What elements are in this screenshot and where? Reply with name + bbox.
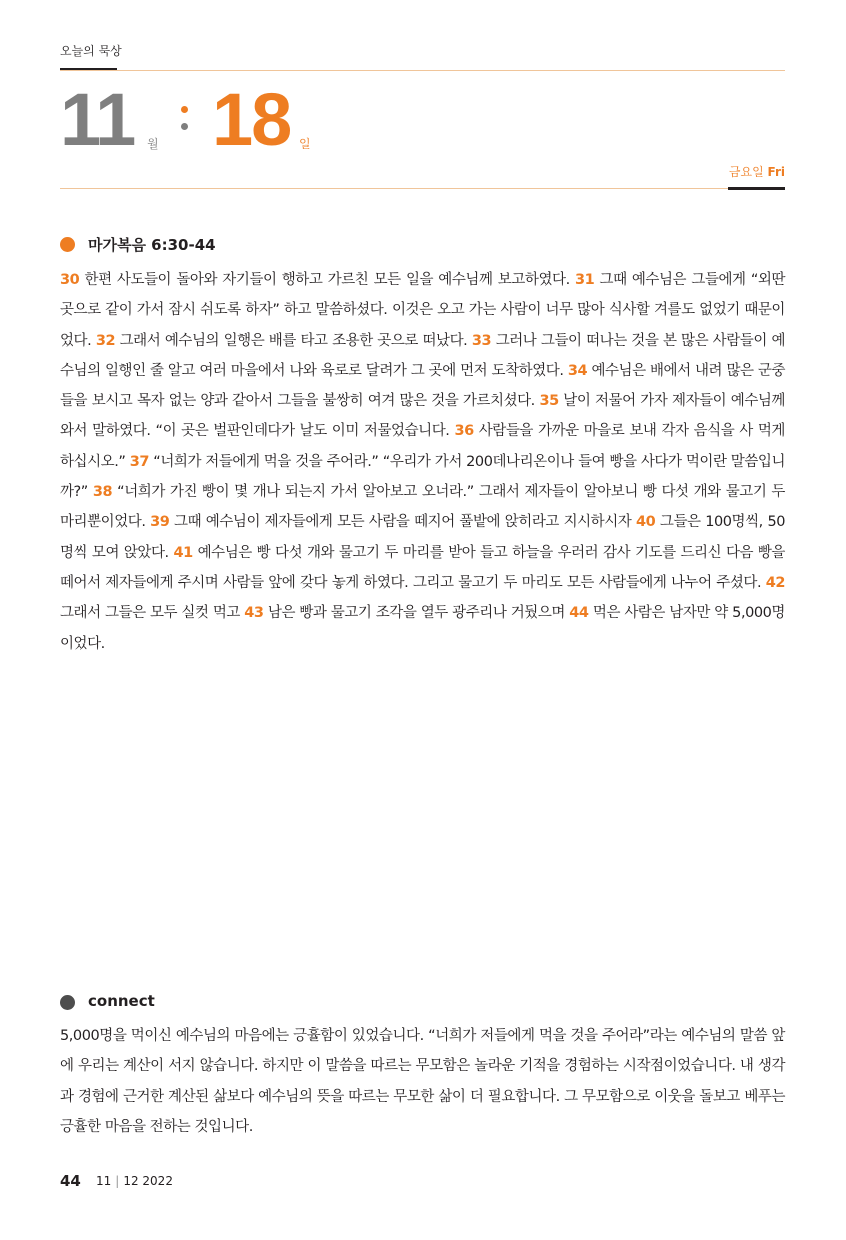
connect-bullet-icon (60, 995, 75, 1010)
verse-number: 34 (567, 362, 588, 379)
verse-text: 남은 빵과 물고기 조각을 열두 광주리나 거뒀으며 (263, 605, 570, 622)
verse-text: 그래서 예수님의 일행은 배를 타고 조용한 곳으로 떠났다. (115, 332, 472, 349)
page-number: 44 (60, 1172, 81, 1190)
verse-number: 43 (244, 605, 264, 622)
verse-text: “너희가 가진 빵이 몇 개나 되는지 가서 알아보고 오너라.” 그래서 제자들이 알아보니 빵 다섯 개와 물고기 두 마리뿐이었다. (60, 484, 785, 531)
verse-number: 44 (569, 605, 589, 622)
colon-separator (181, 106, 189, 146)
issue-info (96, 1174, 173, 1188)
verse-number: 41 (173, 544, 193, 561)
verse-text: 날이 저물어 가자 제자들이 예수님께 와서 말하였다. “이 곳은 벌판인데다가 날도 이미 저물었습니다. (60, 393, 785, 440)
verse-number: 33 (471, 332, 492, 349)
verse-text: 먹은 사람은 남자만 약 5,000명이었다. (60, 605, 785, 652)
section-label: 오늘의 묵상 (60, 44, 122, 58)
verse-text: 예수님은 배에서 내려 많은 군중들을 보시고 목자 없는 양과 같아서 그들을 불쌍히 여겨 많은 것을 가르치셨다. (60, 362, 785, 410)
mid-underline (728, 187, 785, 190)
mid-rule (60, 188, 785, 189)
top-rule (60, 70, 785, 71)
verse-text: 사람들을 가까운 마을로 보내 각자 음식을 사 먹게 하십시오.” (60, 423, 785, 470)
verse-text: 한편 사도들이 돌아와 자기들이 행하고 가르친 모든 일을 예수님께 보고하였다. (79, 272, 575, 288)
scripture-reference: 마가복음 6:30-44 (88, 236, 216, 254)
verse-number: 42 (765, 574, 785, 591)
issue-year: 12 2022 (123, 1174, 173, 1188)
verse-text: 예수님은 빵 다섯 개와 물고기 두 마리를 받아 들고 하늘을 우러러 감사 기도를 드리신 다음 빵을 떼어서 제자들에게 주시며 사람들 앞에 갖다 놓게 하였다. 그리고 물고기 두 마리도 모든 사람들에게 나누어 주셨다. (60, 544, 785, 591)
connect-body: 5,000명을 먹이신 예수님의 마음에는 긍휼함이 있었습니다. “너희가 저들에게 먹을 것을 주어라”라는 예수님의 말씀 앞에 우리는 계산이 서지 않습니다. 하지만 이 말씀을 따르는 무모함은 놀라운 기적을 경험하는 시작점이었습니다. 내 생각과 경험에 근거한 계산된 삶보다 예수님의 뜻을 따르는 무모한 삶이 더 필요합니다. 그 무모함으로 이웃을 돌보고 베푸는 긍휼한 마음을 전하는 것입니다. (60, 1028, 785, 1135)
verse-number: 36 (454, 423, 474, 440)
verse-number: 38 (92, 484, 113, 501)
verse-text: 그러나 그들이 떠나는 것을 본 많은 사람들이 예수님의 일행인 줄 알고 여러 마을에서 나와 육로로 달려가 그 곳에 먼저 도착하였다. (60, 332, 786, 379)
verse-text: 그때 예수님은 그들에게 “외딴 곳으로 같이 가서 잠시 쉬도록 하자” 하고 말씀하셨다. 이것은 오고 가는 사람이 너무 많아 식사할 겨를도 없었기 때문이었다. (60, 272, 785, 349)
colon-dot-top (181, 106, 188, 113)
weekday-en: Fri (767, 165, 785, 179)
verse-number: 37 (129, 453, 150, 470)
verse-text: “너희가 저들에게 먹을 것을 주어라.” “우리가 가서 200데나리온이나 들여 빵을 사다가 먹이란 말씀입니까?” (60, 453, 785, 501)
weekday-ko: 금요일 (728, 165, 764, 179)
day-number: 18 (212, 78, 291, 161)
month-number: 11 (60, 78, 135, 161)
verse-number: 32 (95, 332, 116, 349)
verse-number: 31 (574, 272, 595, 288)
scripture-body (60, 265, 785, 659)
verse-number: 40 (636, 514, 656, 531)
colon-dot-bottom (181, 123, 188, 130)
verse-text: 그들은 100명씩, 50명씩 모여 앉았다. (60, 514, 785, 561)
verse-text: 그래서 그들은 모두 실컷 먹고 (60, 605, 245, 622)
verse-number: 39 (150, 514, 170, 531)
connect-heading: connect (88, 992, 155, 1010)
month-unit: 월 (147, 137, 159, 151)
scripture-bullet-icon (60, 237, 75, 252)
verse-number: 35 (539, 393, 559, 410)
weekday (729, 163, 785, 180)
issue-divider: | (115, 1174, 120, 1188)
issue-month: 11 (96, 1174, 112, 1188)
verse-text: 그때 예수님이 제자들에게 모든 사람을 떼지어 풀밭에 앉히라고 지시하시자 (169, 514, 636, 531)
day-unit: 일 (299, 137, 311, 151)
verse-number: 30 (60, 272, 80, 288)
